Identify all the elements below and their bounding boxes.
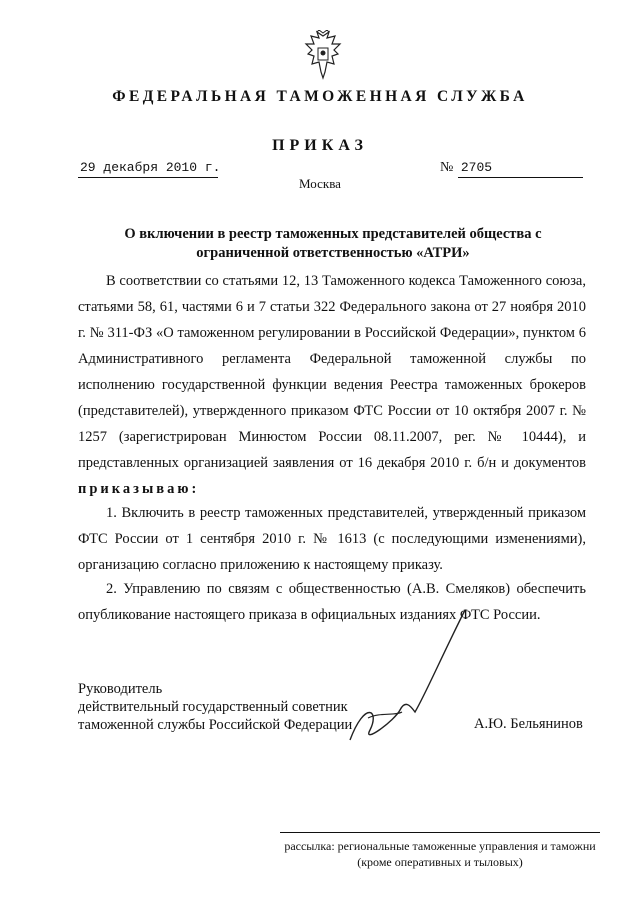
order-date: 29 декабря 2010 г. — [80, 160, 221, 175]
preamble-text: В соответствии со статьями 12, 13 Таможенного кодекса Таможенного союза, статьями 58, 61, частями 6 и 7 статьи 322 Федерального закона от 27 ноября 2010 г. № 311-ФЗ «О таможенном регулировании в Российской Федерации», пунктом 6 Административного регламента Федеральной таможенной службы по исполнению государственной функции ведения Реестра таможенных брокеров (представителей), утвержденного приказом ФТС России от 10 октября 2007 г. № 1257 (зарегистрирован Минюстом России 08.11.2007, рег. № 10444), и представленных организацией заявления от 16 декабря 2010 г. б/н и документов — [78, 273, 586, 471]
signatory-name: А.Ю. Бельянинов — [474, 716, 583, 732]
distribution-line-1: рассылка: региональные таможенные управления и таможни — [284, 839, 596, 853]
signatory-line-2: действительный государственный советник — [78, 699, 348, 715]
order-subject: О включении в реестр таможенных представителей общества с ограниченной ответственностью «АТРИ» — [124, 226, 542, 261]
signatory-line-3: таможенной службы Российской Федерации — [78, 717, 353, 733]
coat-of-arms-emblem-icon — [302, 30, 344, 80]
distribution-line-2: (кроме оперативных и тыловых) — [357, 855, 523, 869]
distribution-list — [280, 838, 600, 870]
number-sign: № — [440, 160, 454, 175]
item-2-paragraph — [78, 576, 586, 628]
signatory-title — [78, 680, 352, 734]
item-2-text: 2. Управлению по связям с общественностью (А.В. Смеляков) обеспечить опубликование настоящего приказа в официальных изданиях ФТС России. — [78, 581, 586, 623]
distribution-rule — [280, 832, 600, 833]
handwritten-signature-icon — [340, 600, 490, 750]
order-word: приказываю: — [78, 481, 200, 497]
document-type: ПРИКАЗ — [272, 137, 368, 154]
signatory-line-1: Руководитель — [78, 681, 163, 697]
item-1-text: 1. Включить в реестр таможенных представителей, утвержденный приказом ФТС России от 1 сентября 2010 г. № 1613 (с последующими изменениями), организацию согласно приложению к настоящему приказу. — [78, 505, 586, 573]
agency-name: ФЕДЕРАЛЬНАЯ ТАМОЖЕННАЯ СЛУЖБА — [112, 88, 528, 105]
city: Москва — [299, 176, 341, 191]
item-1-paragraph — [78, 500, 586, 578]
preamble-paragraph — [78, 268, 586, 502]
number-value: 2705 — [460, 160, 493, 175]
order-number — [440, 160, 492, 176]
